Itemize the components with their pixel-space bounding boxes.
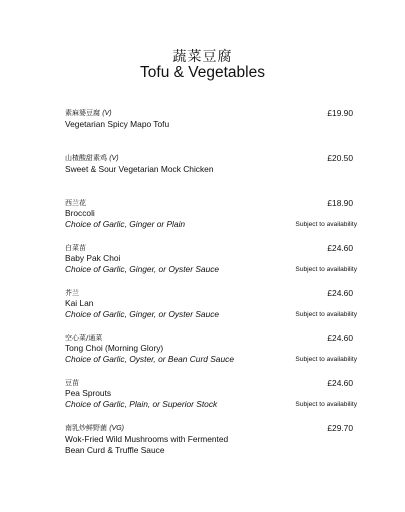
availability-note: Subject to availability	[295, 356, 357, 363]
menu-item	[65, 153, 357, 198]
item-chinese-name: 山楂酸甜素鸡 (V)	[65, 154, 119, 162]
diet-tag: (V)	[102, 110, 112, 117]
item-choice: Choice of Garlic, Ginger, or Oyster Sauce	[65, 264, 220, 274]
diet-tag: (V)	[109, 155, 119, 162]
item-choice: Choice of Garlic, Oyster, or Bean Curd Sauce	[65, 354, 234, 364]
menu-item	[65, 378, 357, 423]
diet-tag: (VG)	[109, 425, 125, 432]
item-price: £24.60	[327, 243, 353, 253]
item-price: £18.90	[327, 198, 353, 208]
item-chinese-name: 西兰花	[65, 199, 86, 207]
item-english-name: Broccoli	[65, 208, 95, 218]
menu-item	[65, 108, 357, 153]
item-price: £29.70	[327, 423, 353, 433]
menu-item	[65, 333, 357, 378]
item-price: £24.60	[327, 288, 353, 298]
item-english-name: Sweet & Sour Vegetarian Mock Chicken	[65, 164, 214, 174]
availability-note: Subject to availability	[295, 401, 357, 408]
item-choice: Choice of Garlic, Plain, or Superior Stock	[65, 399, 218, 409]
item-price: £19.90	[327, 108, 353, 118]
item-english-name: Wok-Fried Wild Mushrooms with Fermented	[65, 434, 229, 444]
availability-note: Subject to availability	[295, 221, 357, 228]
item-price: £24.60	[327, 378, 353, 388]
item-english-name: Tong Choi (Morning Glory)	[65, 343, 164, 353]
menu-item	[65, 198, 357, 243]
item-chinese-name: 空心菜/通菜	[65, 334, 103, 342]
item-chinese-name: 豆苗	[65, 379, 79, 387]
item-chinese-name: 素麻婆豆腐 (V)	[65, 109, 112, 117]
section-title-english: Tofu & Vegetables	[140, 64, 265, 81]
section-title-chinese: 蔬菜豆腐	[172, 49, 233, 65]
item-english-name: Kai Lan	[65, 298, 94, 308]
item-english-name: Vegetarian Spicy Mapo Tofu	[65, 119, 170, 129]
availability-note: Subject to availability	[295, 311, 357, 318]
menu-list	[65, 108, 357, 479]
item-price: £24.60	[327, 333, 353, 343]
item-chinese-name: 芥兰	[65, 289, 79, 297]
item-english-name: Baby Pak Choi	[65, 253, 121, 263]
item-choice: Choice of Garlic, Ginger or Plain	[65, 219, 186, 229]
availability-note: Subject to availability	[295, 266, 357, 273]
item-price: £20.50	[327, 153, 353, 163]
item-chinese-name: 白菜苗	[65, 244, 86, 252]
menu-item	[65, 243, 357, 288]
item-chinese-name: 南乳炒鲜野菌 (VG)	[65, 424, 125, 432]
item-choice: Choice of Garlic, Ginger, or Oyster Sauce	[65, 309, 220, 319]
menu-item	[65, 423, 357, 479]
menu-item	[65, 288, 357, 333]
item-english-name: Pea Sprouts	[65, 388, 112, 398]
item-english-name-continued: Bean Curd & Truffle Sauce	[65, 445, 165, 455]
